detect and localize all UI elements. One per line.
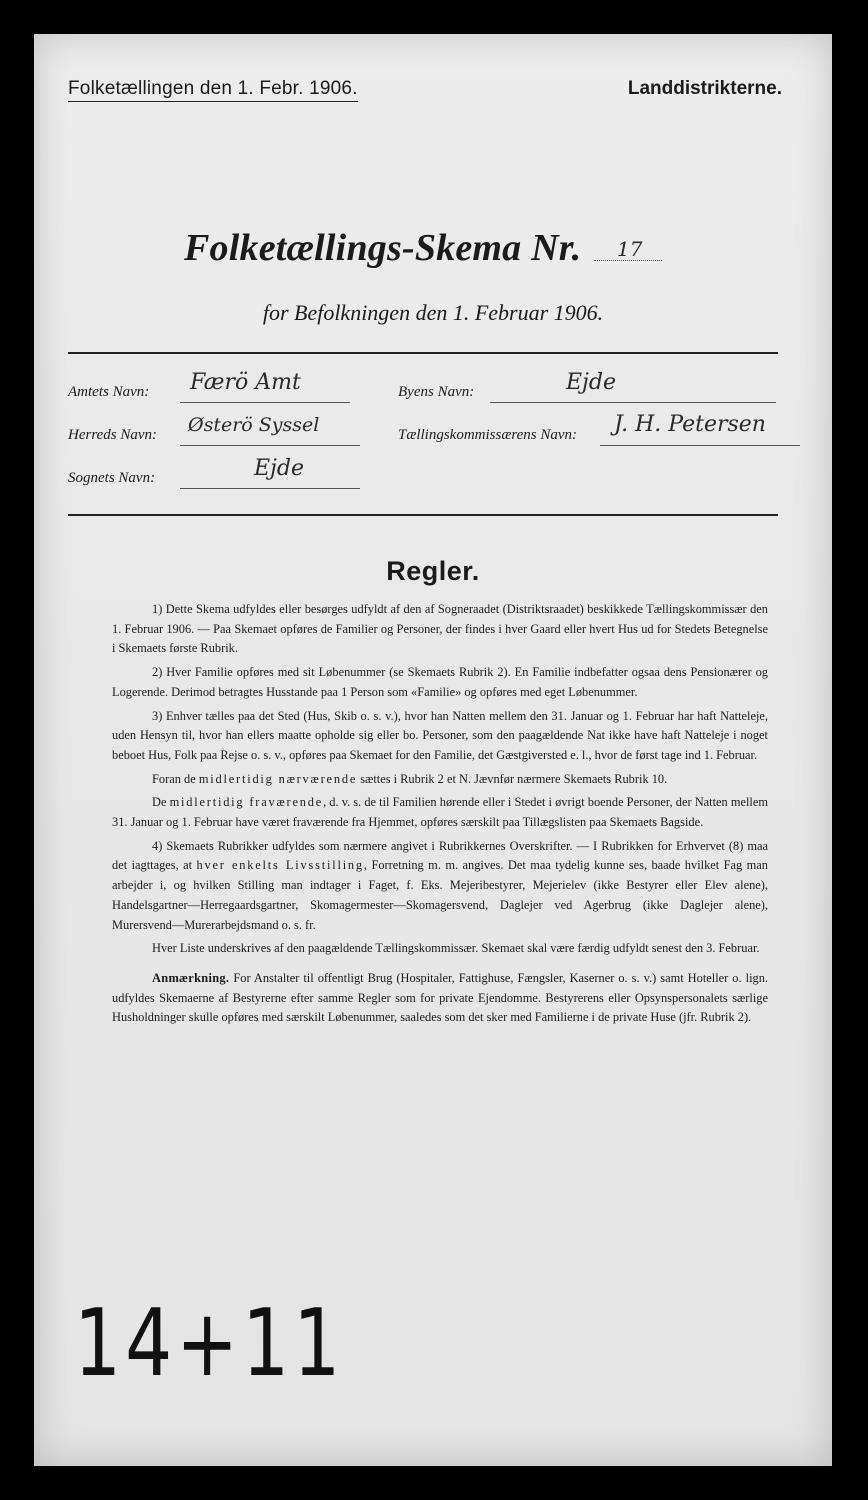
sogn-value: Ejde xyxy=(254,456,304,481)
herred-value: Østerö Syssel xyxy=(188,414,320,436)
rule-paragraph-4: Foran de midlertidig nærværende sættes i Rubrik 2 et N. Jævnfør nærmere Skemaets Rubrik 10. xyxy=(152,771,668,786)
rules-heading: Regler. xyxy=(386,556,480,586)
sogn-line xyxy=(180,488,360,489)
by-label: Byens Navn: xyxy=(398,384,475,400)
divider-top xyxy=(68,352,778,354)
amt-value: Færö Amt xyxy=(190,370,301,395)
amt-line xyxy=(180,402,350,403)
by-line xyxy=(490,402,776,403)
rule-note: Anmærkning. For Anstalter til offentligt Brug (Hospitaler, Fattighuse, Fængsler, Kaserner o. s. v.) samt Hoteller o. lign. udfyldes Skemaerne af Bestyrerne efter samme Regler som for private Ejendomme. Bestyrerens eller Opsynspersonalets særlige Husholdninger skulle opføres med særskilt Løbenummer, saaledes som det sker med Familierne i de private Huse (jfr. Rubrik 2). xyxy=(112,970,768,1025)
emphasis-present: midlertidig nærværende xyxy=(198,771,358,786)
rule-paragraph-3: 3) Enhver tælles paa det Sted (Hus, Skib o. s. v.), hvor han Natten mellem den 31. Januar og 1. Februar har haft Natteleje, uden Hensyn til, hvor han ellers maatte opholde sig eller bo. Personer, som den paagældende Nat ikke have haft Natteleje i noget beboet Hus, Folk paa Rejse o. s. v., opføres paa Skemaet for den Familie, det Gæstgiversted e. l., hvor de først tage ind 1. Februar. xyxy=(112,708,768,762)
by-value: Ejde xyxy=(566,370,616,395)
sogn-label: Sognets Navn: xyxy=(68,470,156,486)
header-census-date: Folketællingen den 1. Febr. 1906. xyxy=(68,78,358,102)
rule-paragraph-1: 1) Dette Skema udfyldes eller besørges udfyldt af den af Sogneraadet (Distriktsraadet) beskikkede Tællingskommissær den 1. Februar 1906. — Paa Skemaet opføres de Familier og Personer, der findes i hver Gaard eller hvert Hus ud for Stedets Betegnelse i Skemaets første Rubrik. xyxy=(112,602,768,656)
amt-label: Amtets Navn: xyxy=(68,384,150,400)
header-district-type: Landdistrikterne. xyxy=(627,78,782,99)
form-title: Folketællings-Skema Nr. xyxy=(184,227,582,269)
kommissaer-value: J. H. Petersen xyxy=(614,412,766,437)
note-label: Anmærkning. xyxy=(152,970,230,985)
rule-paragraph-2: 2) Hver Familie opføres med sit Løbenummer (se Skemaets Rubrik 2). En Familie indbefatter ogsaa dens Pensionærer og Logerende. Derimod betragtes Husstande paa 1 Person som «Familie» og opføres med eget Løbenummer. xyxy=(112,665,768,699)
kommissaer-line xyxy=(600,445,800,446)
rule-paragraph-7: Hver Liste underskrives af den paagældende Tællingskommissær. Skemaet skal være færdig udfyldt senest den 3. Februar. xyxy=(152,941,760,956)
form-subtitle: for Befolkningen den 1. Februar 1906. xyxy=(262,300,604,325)
herred-line xyxy=(180,445,360,446)
emphasis-absent: midlertidig fraværende xyxy=(169,795,324,810)
kommissaer-label: Tællingskommissærens Navn: xyxy=(398,427,578,443)
rule-paragraph-5: De midlertidig fraværende, d. v. s. de til Familien hørende eller i Stedet i øvrigt boende Personer, der Natten mellem 31. Januar og 1. Februar have været fraværende fra Hjemmet, opføres særskilt paa Tillægslisten paa Skemaets Bagside. xyxy=(112,795,768,830)
rules-text xyxy=(112,600,768,1032)
handwritten-count: 14+11 xyxy=(74,1290,345,1398)
census-form-page xyxy=(34,34,832,1466)
divider-bottom xyxy=(68,514,778,516)
emphasis-occupation: hver enkelts Livsstilling xyxy=(196,858,364,873)
form-number-handwritten: 17 xyxy=(617,237,643,261)
rule-paragraph-6: 4) Skemaets Rubrikker udfyldes som nærmere angivet i Rubrikkernes Overskrifter. — I Rubrikken for Erhvervet (8) maa det iagttages, at hver enkelts Livsstilling, Forretning m. m. angives. Det maa tydelig kunne ses, baade hvilket Fag man arbejder i, og hvilken Stilling man indtager i Faget, f. Eks. Mejeribestyrer, Mejerielev (ikke Bestyrer eller Elev alene), Handelsgartner—Herregaardsgartner, Skomagermester—Skomagersvend, Daglejer ved Agerbrug (ikke Daglejer alene), Murersvend—Murerarbejdsmand o. s. fr. xyxy=(112,838,768,932)
herred-label: Herreds Navn: xyxy=(68,427,158,443)
